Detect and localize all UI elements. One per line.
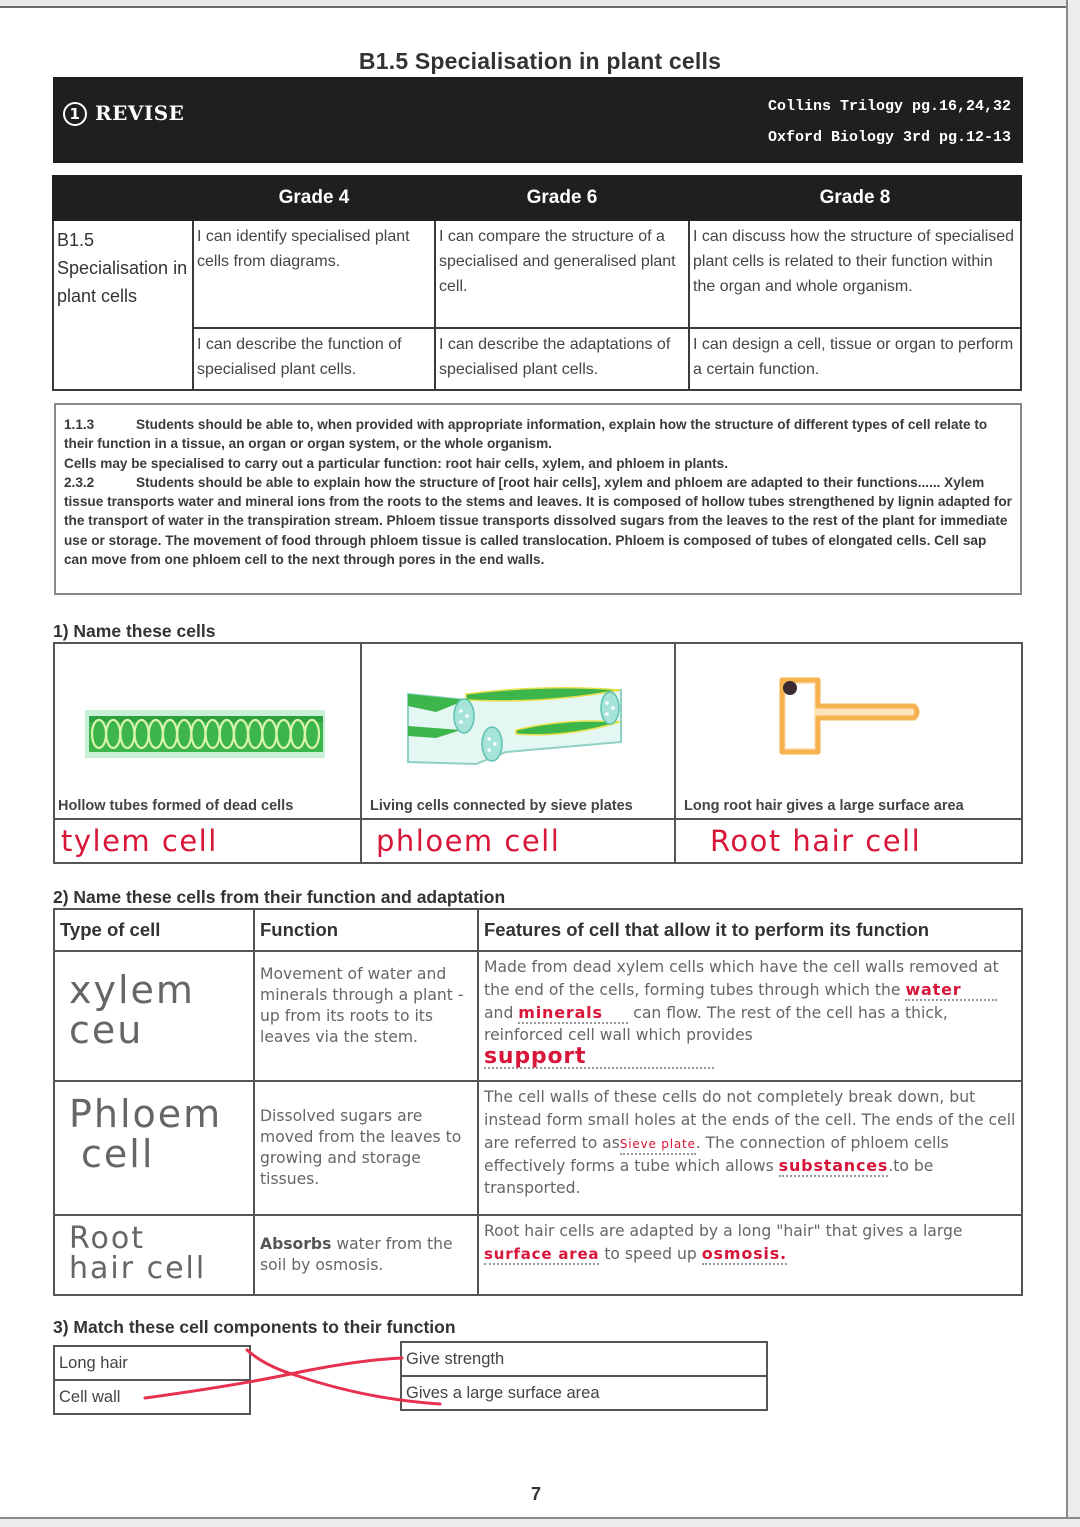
textbook-references [768,91,1011,153]
spec-paragraph: Cells may be specialised to carry out a particular function: root hair cells, xylem, and phloem in plants. [64,455,729,471]
revise-banner [53,77,1023,163]
cell-type-line: xylem [69,968,195,1012]
component-long-hair[interactable]: Long hair [54,1346,250,1380]
handwritten-answer: Root hair cell [710,824,922,858]
page-edge [0,1517,1080,1527]
grades-header-grade4: Grade 4 [193,176,435,220]
grade8-criterion: I can discuss how the structure of specialised plant cells is related to their function within the organ and whole organism. [689,220,1021,328]
features-text: .to be transported. [484,1156,934,1198]
grades-table [52,175,1022,391]
root-hair-image-cell [675,643,1022,819]
function-large-surface-area[interactable]: Gives a large surface area [401,1376,767,1410]
question-3-heading: 3) Match these cell components to their function [53,1317,456,1337]
phloem-image-cell [361,643,675,819]
features-text: Root hair cells are adapted by a long "hair" that gives a large [484,1222,963,1240]
match-functions-list [400,1341,768,1411]
function-adaptation-table [53,908,1023,1296]
header-function: Function [254,909,478,951]
function-bold-text: Absorbs [260,1235,332,1253]
circled-number-icon: 1 [63,102,87,126]
cell-type-line: Phloem [69,1092,223,1136]
fill-blank[interactable] [779,1157,889,1177]
answer-cell[interactable] [54,819,361,863]
root-hair-diagram-icon [772,676,922,758]
cell-function: Dissolved sugars are moved from the leaves to growing and storage tissues. [254,1081,478,1215]
question-2-heading: 2) Name these cells from their function and adaptation [53,887,506,907]
xylem-diagram-icon [85,704,325,764]
features-text: The cell walls of these cells do not completely break down, but instead form small holes at the ends of the cell. The ends of the cell are referred to as [484,1088,1016,1152]
spec-text: Students should be able to, when provided with appropriate information, explain how the structure of different types of cell relate to their function in a tissue, an organ or organ system, or the whole organism. [64,417,988,452]
handwritten-answer: water [905,979,962,999]
cell-type-line: ceu [69,1008,144,1052]
handwritten-answer: surface area [484,1244,600,1263]
fill-blank[interactable] [518,1004,628,1024]
page-edge [0,0,1080,8]
specification-box [54,403,1022,595]
page-number: 7 [531,1484,542,1504]
spec-code: 2.3.2 [64,474,95,490]
page-title: B1.5 Specialisation in plant cells [358,48,722,74]
function-give-strength[interactable]: Give strength [401,1342,767,1376]
features-text: . The connection of phloem cells effectively forms a tube which allows [484,1133,949,1175]
function-text: water from the soil by osmosis. [260,1235,453,1274]
header-type-of-cell: Type of cell [54,909,254,951]
fill-blank[interactable] [702,1245,787,1265]
cell-type-line: Root [69,1221,145,1256]
handwritten-answer: tylem cell [61,824,218,858]
fill-blank[interactable] [905,981,997,1001]
cell-function [254,1215,478,1295]
spec-text: Students should be able to explain how the structure of [root hair cells], xylem and phloem are adapted to their functions...... Xylem tissue transports water and mineral ions from the roots to the stems and leaves. It is composed of hollow tubes strengthened by lignin adapted for the transport of water in the transpiration stream. Phloem tissue transports dissolved sugars from the leaves to the rest of the plant for immediate use or storage. The movement of food through phloem tissue is called translocation. Phloem is composed of tubes of elongated cells. Cell sap can move from one phloem cell to the next through pores in the end walls. [64,474,1012,568]
cell-features [478,951,1022,1081]
answer-cell[interactable] [675,819,1022,863]
reference-oxford: Oxford Biology 3rd pg.12-13 [767,129,1011,146]
grade4-criterion: I can identify specialised plant cells from diagrams. [193,220,435,328]
revise-text: REVISE [95,101,185,125]
handwritten-cell-type[interactable] [54,1081,254,1215]
features-text: and [484,1003,519,1022]
cell-function: Movement of water and minerals through a plant - up from its roots to its leaves via the stem. [254,951,478,1081]
cell-caption: Hollow tubes formed of dead cells [58,798,294,814]
component-cell-wall[interactable]: Cell wall [54,1380,250,1414]
question-1-heading: 1) Name these cells [53,621,216,641]
cell-features [478,1081,1022,1215]
handwritten-answer: osmosis. [701,1243,787,1263]
handwritten-answer: substances [778,1155,889,1175]
cell-features [478,1215,1022,1295]
grade4-criterion: I can describe the function of specialised plant cells. [193,328,435,390]
handwritten-answer: Sieve plate [619,1136,696,1151]
revise-label [63,101,184,126]
handwritten-cell-type[interactable] [54,951,254,1081]
grade6-criterion: I can compare the structure of a specialised and generalised plant cell. [435,220,689,328]
spec-code: 1.1.3 [64,417,95,432]
cell-caption: Living cells connected by sieve plates [370,798,633,814]
cell-caption: Long root hair gives a large surface area [684,798,964,814]
features-text: can flow. The rest of the cell has a thick, reinforced cell wall which provides [484,1003,948,1045]
phloem-diagram-icon [406,686,624,770]
grade8-criterion: I can design a cell, tissue or organ to perform a certain function. [689,328,1021,390]
handwritten-answer: support [484,1044,587,1070]
match-components-list [53,1345,251,1415]
name-cells-table [53,642,1023,864]
page-edge [1066,0,1080,1527]
spec-paragraph [64,415,1012,454]
answer-cell[interactable] [361,819,675,863]
grades-topic: B1.5 Specialisation in plant cells [53,220,193,390]
handwritten-cell-type[interactable] [54,1215,254,1295]
reference-collins: Collins Trilogy pg.16,24,32 [767,98,1011,115]
fill-blank[interactable] [484,1245,599,1265]
grades-header-grade6: Grade 6 [435,176,689,220]
fill-blank[interactable] [484,1044,714,1070]
fill-blank[interactable] [620,1134,696,1155]
cell-type-line: cell [81,1132,155,1176]
handwritten-answer: minerals [518,1002,603,1022]
grades-header-grade8: Grade 8 [689,176,1021,220]
grade6-criterion: I can describe the adaptations of specialised plant cells. [435,328,689,390]
grades-header-blank [53,176,193,220]
handwritten-answer: phloem cell [376,824,561,858]
features-text: to speed up [599,1244,702,1263]
spec-paragraph [64,473,1012,569]
features-text: Made from dead xylem cells which have the cell walls removed at the end of the cells, forming tubes through which the [484,958,999,999]
xylem-image-cell [54,643,361,819]
cell-type-line: hair cell [69,1251,207,1286]
header-features: Features of cell that allow it to perform its function [478,909,1022,951]
